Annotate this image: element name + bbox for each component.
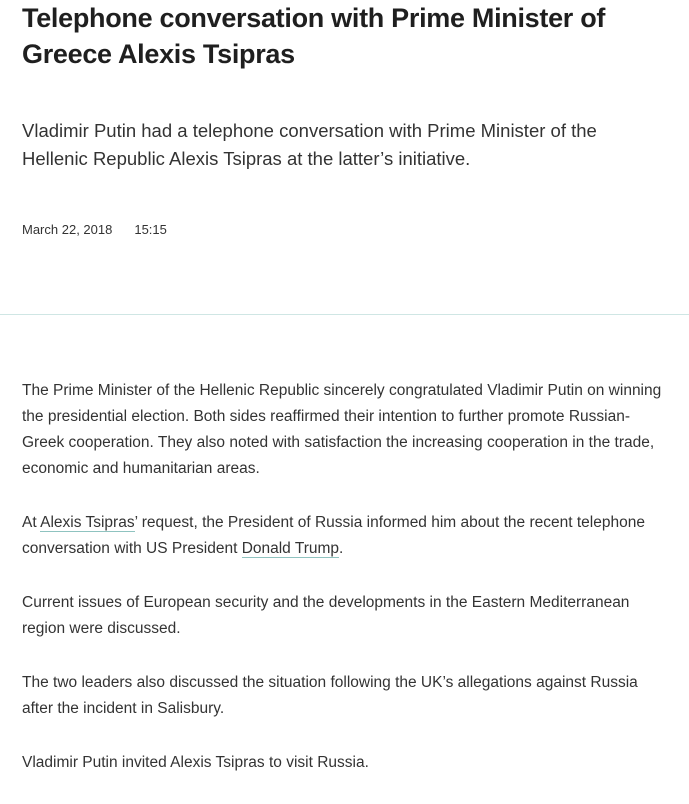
body-paragraph-4: The two leaders also discussed the situation following the UK’s allegations against Russia after the incident in Salisbury. bbox=[22, 674, 638, 717]
article-meta bbox=[22, 221, 167, 239]
paragraph-text: ’ request, the President of Russia informed him about the recent telephone conversation with US President bbox=[22, 514, 645, 557]
page-title: Telephone conversation with Prime Minister of Greece Alexis Tsipras bbox=[22, 3, 606, 69]
link-alexis-tsipras[interactable]: Alexis Tsipras bbox=[40, 514, 135, 531]
article-lead: Vladimir Putin had a telephone conversation with Prime Minister of the Hellenic Republic Alexis Tsipras at the latter’s initiative. bbox=[22, 120, 597, 169]
body-paragraph-5: Vladimir Putin invited Alexis Tsipras to visit Russia. bbox=[22, 754, 369, 771]
paragraph-text: . bbox=[339, 540, 344, 557]
article-body bbox=[22, 378, 672, 804]
article-date: March 22, 2018 bbox=[22, 222, 113, 237]
paragraph-text: At bbox=[22, 514, 41, 531]
article-time: 15:15 bbox=[134, 222, 167, 237]
body-paragraph-1: The Prime Minister of the Hellenic Republic sincerely congratulated Vladimir Putin on winning the presidential election. Both sides reaffirmed their intention to further promote Russian-Greek cooperation. They also noted with satisfaction the increasing cooperation in the trade, economic and humanitarian areas. bbox=[22, 382, 662, 477]
section-divider bbox=[0, 314, 689, 315]
body-paragraph-3: Current issues of European security and the developments in the Eastern Mediterranean region were discussed. bbox=[22, 594, 630, 637]
body-paragraph-2 bbox=[22, 510, 672, 562]
link-donald-trump[interactable]: Donald Trump bbox=[241, 540, 340, 557]
